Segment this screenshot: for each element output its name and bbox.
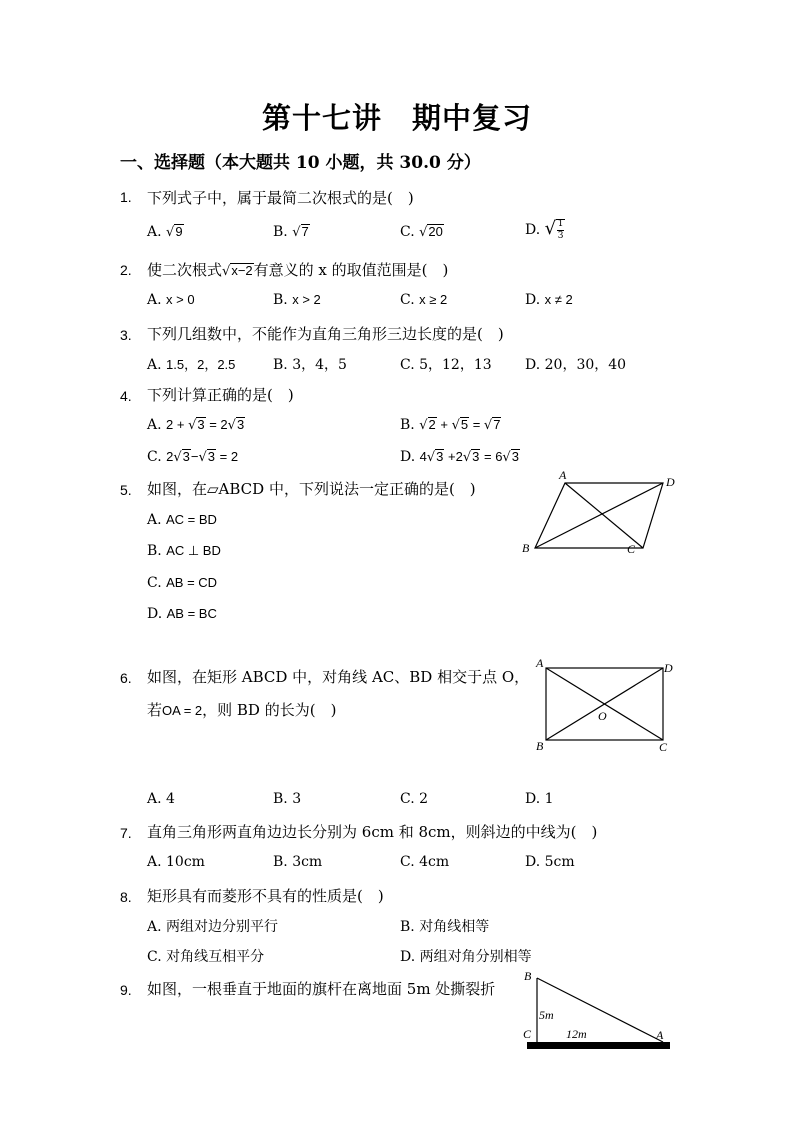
option-c: C. √20 xyxy=(400,224,443,240)
option-a: A. x > 0 xyxy=(147,292,195,308)
question-number: 9. xyxy=(120,982,132,998)
question-text: 直角三角形两直角边边长分别为 6cm 和 8cm，则斜边的中线为( ) xyxy=(147,823,598,841)
question-text: 如图，一根垂直于地面的旗杆在离地面 5m 处撕裂折 xyxy=(147,980,496,998)
question-text-continued: 若OA = 2，则 BD 的长为( ) xyxy=(147,701,337,719)
question-text: 使二次根式√x−2有意义的 x 的取值范围是( ) xyxy=(147,261,449,279)
question-number: 1. xyxy=(120,189,132,205)
option-b: B. x > 2 xyxy=(273,292,321,308)
question-number: 8. xyxy=(120,889,132,905)
question-text: 矩形具有而菱形不具有的性质是( ) xyxy=(147,887,384,905)
option-c: C. 5，12，13 xyxy=(400,357,492,373)
question-number: 2. xyxy=(120,262,132,278)
option-d: D. 20，30，40 xyxy=(525,357,627,373)
question-number: 6. xyxy=(120,670,132,686)
option-a: A. √9 xyxy=(147,224,183,240)
option-c: C. x ≥ 2 xyxy=(400,292,448,308)
option-c: C. 对角线互相平分 xyxy=(147,949,265,965)
option-a: A. 2 + √3 = 2√3 xyxy=(147,417,245,433)
option-d: D. x ≠ 2 xyxy=(525,292,573,308)
question-number: 7. xyxy=(120,825,132,841)
vertex-label: C xyxy=(627,542,636,556)
option-a: A. 1.5，2，2.5 xyxy=(147,357,236,373)
vertex-label: B xyxy=(536,739,544,753)
parallelogram-figure xyxy=(515,465,685,560)
option-d: D. AB = BC xyxy=(147,606,217,622)
option-b: B. 3cm xyxy=(273,854,323,870)
length-label: 12m xyxy=(566,1027,587,1041)
option-c: C. AB = CD xyxy=(147,575,218,591)
center-label: O xyxy=(598,709,607,723)
option-b: B. AC ⊥ BD xyxy=(147,543,221,559)
option-a: A. 两组对边分别平行 xyxy=(147,919,279,935)
option-d: D. 两组对角分别相等 xyxy=(400,949,532,965)
option-d: D. 5cm xyxy=(525,854,575,870)
option-d: D. 4√3 +2√3 = 6√3 xyxy=(400,449,519,465)
option-d: D. 1 xyxy=(525,791,554,807)
option-b: B. 3，4，5 xyxy=(273,357,347,373)
question-text: 如图，在▱ABCD 中，下列说法一定正确的是( ) xyxy=(147,480,476,498)
option-a: A. 10cm xyxy=(147,854,205,870)
option-b: B. 3 xyxy=(273,791,302,807)
option-d: D. √ $\frac{1}{3}$ xyxy=(525,218,564,241)
vertex-label: A xyxy=(559,468,567,482)
vertex-label: A xyxy=(536,656,544,670)
question-text: 下列几组数中，不能作为直角三角形三边长度的是( ) xyxy=(147,325,504,343)
flagpole-figure xyxy=(515,965,685,1055)
question-number: 5. xyxy=(120,482,132,498)
vertex-label: D xyxy=(666,475,675,489)
vertex-label: B xyxy=(524,969,532,983)
question-text: 如图，在矩形 ABCD 中，对角线 AC、BD 相交于点 O， xyxy=(147,668,530,686)
option-b: B. √7 xyxy=(273,224,309,240)
vertex-label: C xyxy=(523,1027,532,1041)
rectangle-figure xyxy=(530,655,680,755)
option-c: C. 2 xyxy=(400,791,429,807)
vertex-label: C xyxy=(659,740,668,754)
option-c: C. 2√3−√3 = 2 xyxy=(147,449,239,465)
option-a: A. AC = BD xyxy=(147,512,217,528)
question-text: 下列计算正确的是( ) xyxy=(147,386,294,404)
question-text: 下列式子中，属于最简二次根式的是( ) xyxy=(147,189,414,207)
vertex-label: A xyxy=(656,1028,664,1042)
option-a: A. 4 xyxy=(147,791,175,807)
length-label: 5m xyxy=(539,1008,554,1022)
option-b: B. √2 + √5 = √7 xyxy=(400,417,501,433)
vertex-label: B xyxy=(522,541,530,555)
question-number: 3. xyxy=(120,327,132,343)
option-b: B. 对角线相等 xyxy=(400,919,490,935)
question-number: 4. xyxy=(120,388,132,404)
page-title: 第十七讲 期中复习 xyxy=(261,101,532,135)
option-c: C. 4cm xyxy=(400,854,450,870)
section-heading: 一、选择题（本大题共 10 小题，共 30.0 分） xyxy=(120,153,481,173)
vertex-label: D xyxy=(664,661,673,675)
